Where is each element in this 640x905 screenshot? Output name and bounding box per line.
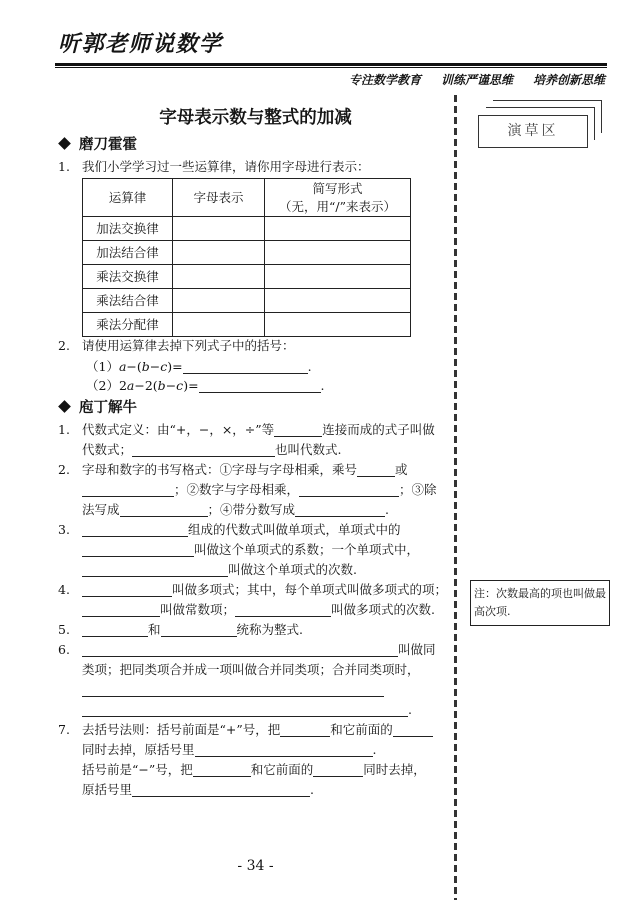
sub-question-1 — [86, 357, 312, 377]
concept-item-5 — [58, 620, 452, 640]
answer-blank — [132, 783, 310, 797]
table-cell — [173, 217, 265, 241]
table-cell — [173, 313, 265, 337]
concept-item-1 — [58, 420, 452, 460]
table-row — [83, 217, 411, 241]
law-name: 乘法结合律 — [83, 289, 173, 313]
table-header-row — [83, 179, 411, 217]
item-text: 括号前是“−”号，把 — [82, 762, 193, 777]
answer-blank — [120, 503, 208, 517]
answer-blank — [357, 463, 395, 477]
item-number: 4. — [58, 582, 70, 597]
item-line — [82, 560, 452, 580]
item-text: 叫做多项式；其中，每个单项式叫做多项式的项； — [172, 582, 448, 597]
answer-blank — [295, 503, 385, 517]
slogan-2: 训练严谨思维 — [440, 73, 513, 87]
item-text: 代数式定义：由“+，−，×，÷”等 — [82, 422, 275, 437]
item-text: . — [385, 502, 390, 517]
table-cell — [265, 241, 411, 265]
item-line — [82, 760, 452, 780]
draft-area-label: 演草区 — [478, 115, 588, 148]
item-line — [82, 500, 452, 520]
table-cell — [173, 265, 265, 289]
item-number: 1. — [58, 422, 70, 437]
column-divider — [454, 95, 457, 900]
item-line — [82, 420, 452, 440]
side-note: 注：次数最高的项也叫做最高次项. — [470, 580, 610, 626]
answer-blank — [132, 443, 275, 457]
item-line — [82, 480, 452, 500]
diamond-icon — [58, 137, 71, 150]
answer-blank — [82, 683, 384, 697]
warmup-question-1 — [58, 157, 452, 177]
question-text: 我们小学学习过一些运算律，请你用字母进行表示： — [82, 159, 370, 174]
header-rule — [55, 63, 607, 68]
period: . — [307, 359, 312, 374]
item-text: 连接而成的式子叫做 — [322, 422, 435, 437]
item-number: 5. — [58, 622, 70, 637]
operation-laws-table — [82, 178, 411, 337]
item-line — [82, 680, 452, 700]
concept-item-4 — [58, 580, 452, 620]
slogan-1: 专注数学教育 — [348, 73, 421, 87]
table-row — [83, 313, 411, 337]
concept-item-7 — [58, 720, 452, 800]
answer-blank — [393, 723, 433, 737]
answer-blank — [82, 583, 172, 597]
item-line — [82, 520, 452, 540]
law-name: 加法交换律 — [83, 217, 173, 241]
item-number: 2. — [58, 462, 70, 477]
answer-blank — [299, 483, 399, 497]
item-text: ；③除 — [399, 482, 437, 497]
answer-blank — [82, 483, 174, 497]
section-heading-1 — [58, 135, 137, 155]
header-slogan — [349, 72, 605, 88]
answer-blank — [183, 360, 308, 374]
item-text: 代数式； — [82, 442, 133, 457]
item-line: 类项；把同类项合并成一项叫做合并同类项；合并同类项时， — [82, 662, 420, 677]
item-text: 统称为整式. — [236, 622, 303, 637]
answer-blank — [82, 703, 408, 717]
period: . — [320, 378, 325, 393]
item-line — [82, 740, 452, 760]
sub-question-label: （2） — [86, 378, 119, 393]
warmup-question-2 — [58, 336, 452, 356]
item-text: 和它前面的 — [250, 762, 314, 777]
table-cell — [265, 265, 411, 289]
column-header — [265, 179, 411, 217]
table-row — [83, 289, 411, 313]
sub-question-2 — [86, 376, 325, 396]
item-text: ；②数字与字母相乘， — [174, 482, 300, 497]
question-text: 请使用运算律去掉下列式子中的括号： — [82, 338, 295, 353]
answer-blank — [82, 523, 188, 537]
table-cell — [265, 313, 411, 337]
item-text: 叫做这个单项式的次数. — [228, 562, 357, 577]
item-line — [82, 700, 452, 720]
section-heading-2 — [58, 398, 137, 418]
item-text: 或 — [395, 462, 408, 477]
answer-blank — [82, 623, 148, 637]
table-cell — [265, 289, 411, 313]
answer-blank — [274, 423, 322, 437]
column-header-title: 简写形式 — [312, 180, 363, 196]
item-line — [82, 540, 452, 560]
item-number: 6. — [58, 642, 70, 657]
item-text: 叫做多项式的次数. — [331, 602, 435, 617]
concept-item-2 — [58, 460, 452, 520]
answer-blank — [195, 743, 373, 757]
diamond-icon — [58, 400, 71, 413]
section-heading-text: 磨刀霍霍 — [79, 136, 137, 153]
sub-question-label: （1） — [86, 359, 119, 374]
concept-item-6 — [58, 640, 452, 720]
item-text: 去括号法则：括号前面是“+”号，把 — [82, 722, 281, 737]
table-cell — [265, 217, 411, 241]
item-text: 和它前面的 — [330, 722, 393, 737]
law-name: 乘法交换律 — [83, 265, 173, 289]
table-cell — [173, 241, 265, 265]
item-text: 字母和数字的书写格式：①字母与字母相乘，乘号 — [82, 462, 358, 477]
answer-blank — [199, 379, 321, 393]
item-text: 叫做同 — [398, 642, 436, 657]
item-text: 同时去掉，原括号里 — [82, 742, 195, 757]
item-line — [82, 440, 452, 460]
table-row — [83, 265, 411, 289]
item-text: 组成的代数式叫做单项式，单项式中的 — [188, 522, 401, 537]
answer-blank — [235, 603, 331, 617]
answer-blank — [280, 723, 330, 737]
column-header-note: （无，用“/”来表示） — [279, 198, 396, 214]
answer-blank — [82, 603, 160, 617]
item-line — [82, 580, 452, 600]
item-line — [82, 620, 452, 640]
item-line — [82, 720, 452, 740]
item-text: 法写成 — [82, 502, 120, 517]
item-text: 叫做常数项； — [160, 602, 236, 617]
item-line — [82, 640, 452, 660]
answer-blank — [193, 763, 251, 777]
brand-title: 听郭老师说数学 — [58, 31, 223, 57]
law-name: 加法结合律 — [83, 241, 173, 265]
item-line — [82, 600, 452, 620]
concept-item-3 — [58, 520, 452, 580]
item-line — [82, 780, 452, 800]
answer-blank — [82, 563, 228, 577]
answer-blank — [313, 763, 363, 777]
item-text: . — [372, 742, 377, 757]
item-number: 7. — [58, 722, 70, 737]
item-text: 原括号里 — [82, 782, 133, 797]
answer-blank — [161, 623, 237, 637]
item-text: 和 — [148, 622, 161, 637]
item-text: 也叫代数式. — [275, 442, 342, 457]
concept-list — [58, 420, 452, 800]
law-name: 乘法分配律 — [83, 313, 173, 337]
column-header: 运算律 — [83, 179, 173, 217]
table-row — [83, 241, 411, 265]
item-text: 叫做这个单项式的系数；一个单项式中， — [194, 542, 420, 557]
item-text: ；④带分数写成 — [207, 502, 296, 517]
expression: 2a−2(b−c)= — [118, 378, 199, 393]
column-header: 字母表示 — [173, 179, 265, 217]
page-title: 字母表示数与整式的加减 — [159, 108, 352, 128]
item-number: 3. — [58, 522, 70, 537]
item-text: . — [310, 782, 314, 797]
section-heading-text: 庖丁解牛 — [79, 399, 137, 416]
expression: a−(b−c)= — [118, 359, 183, 374]
question-number: 2. — [58, 338, 70, 353]
item-text: . — [408, 702, 412, 717]
answer-blank — [82, 643, 398, 657]
table-cell — [173, 289, 265, 313]
slogan-3: 培养创新思维 — [532, 73, 605, 87]
page-number: - 34 - — [237, 858, 274, 874]
item-text: 同时去掉， — [363, 762, 426, 777]
question-number: 1. — [58, 159, 70, 174]
answer-blank — [82, 543, 194, 557]
item-line — [82, 460, 452, 480]
